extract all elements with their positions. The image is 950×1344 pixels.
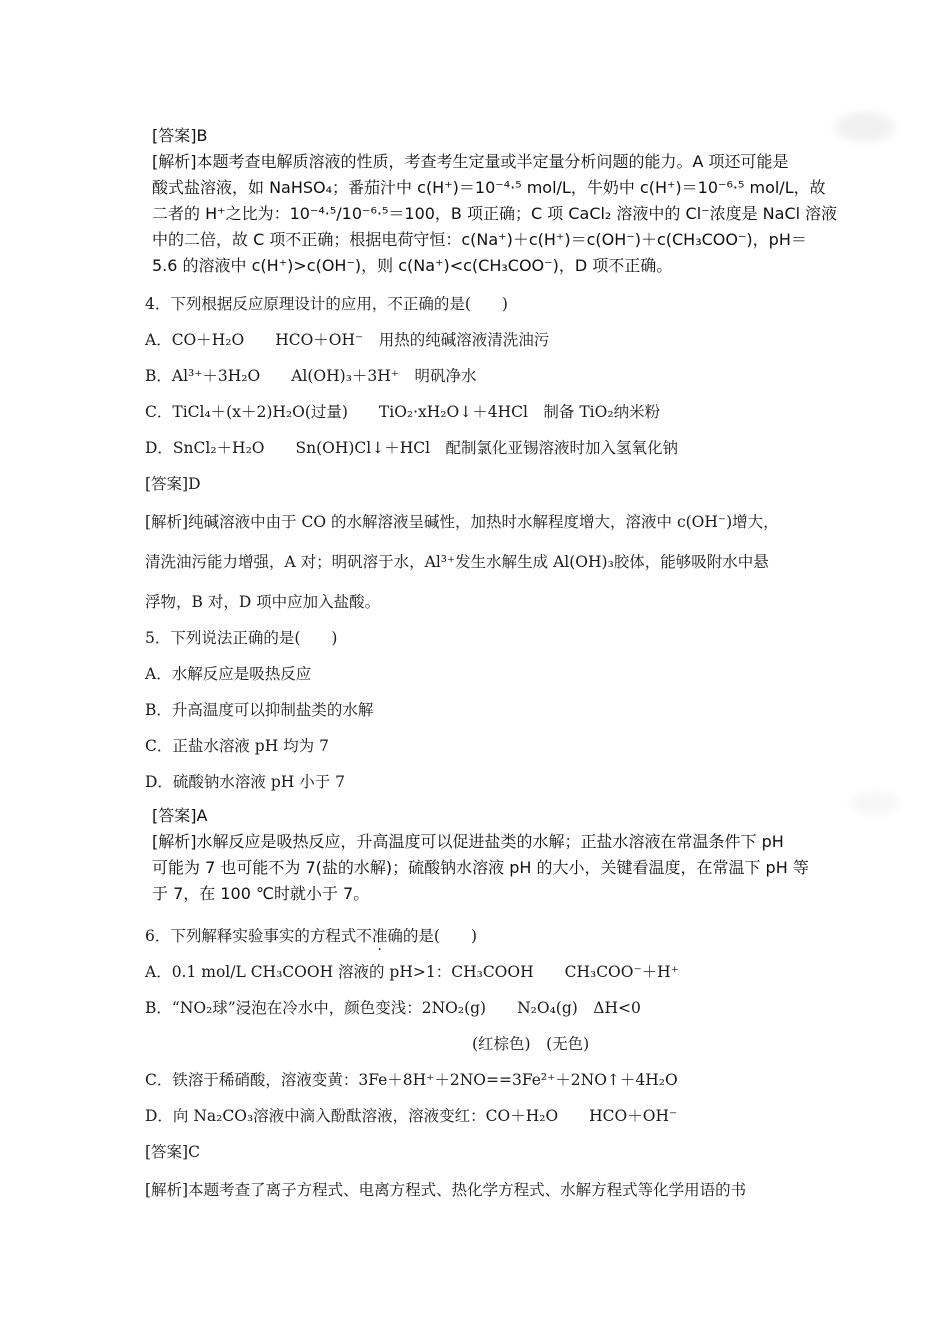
analysis-line: 可能为 7 也可能不为 7(盐的水解)；硫酸钠水溶液 pH 的大小，关键看温度，在常温下 pH 等 xyxy=(152,858,809,877)
option-a: A．0.1 mol/L CH₃COOH 溶液的 pH>1：CH₃COOH CH₃COO⁻＋H⁺ xyxy=(145,963,679,981)
analysis-line: [解析]水解反应是吸热反应，升高温度可以促进盐类的水解；正盐水溶液在常温条件下 pH xyxy=(152,832,784,851)
option-d: D．硫酸钠水溶液 pH 小于 7 xyxy=(145,773,346,791)
question-stem: 4．下列根据反应原理设计的应用，不正确的是( ) xyxy=(145,295,508,313)
analysis-line: 酸式盐溶液，如 NaHSO₄；番茄汁中 c(H⁺)＝10⁻⁴·⁵ mol/L，牛奶中 c(H⁺)＝10⁻⁶·⁵ mol/L，故 xyxy=(152,178,826,197)
answer-label: [答案]D xyxy=(145,475,201,493)
answer-label: [答案]C xyxy=(145,1143,200,1161)
emphasized-text: 不准确 xyxy=(356,927,403,945)
option-c: C．正盐水溶液 pH 均为 7 xyxy=(145,737,329,755)
analysis-line: 浮物，B 对，D 项中应加入盐酸。 xyxy=(145,593,381,611)
option-b-color-note: (红棕色) (无色) xyxy=(472,1035,590,1053)
analysis-line: 5.6 的溶液中 c(H⁺)>c(OH⁻)，则 c(Na⁺)<c(CH₃COO⁻)，D 项不正确。 xyxy=(152,256,673,275)
stem-text: 6．下列解释实验事实的方程式 xyxy=(145,927,357,945)
analysis-line: [解析]纯碱溶液中由于 CO 的水解溶液呈碱性，加热时水解程度增大，溶液中 c(OH⁻)增大， xyxy=(145,513,779,531)
option-b: B．“NO₂球”浸泡在冷水中，颜色变浅：2NO₂(g) N₂O₄(g) ΔH<0 xyxy=(145,999,641,1017)
option-a: A．水解反应是吸热反应 xyxy=(145,665,312,683)
answer-label: [答案]B xyxy=(152,126,208,145)
option-a: A．CO＋H₂O HCO＋OH⁻ 用热的纯碱溶液清洗油污 xyxy=(145,331,550,349)
analysis-line: [解析]本题考查了离子方程式、电离方程式、热化学方程式、水解方程式等化学用语的书 xyxy=(145,1181,747,1199)
analysis-line: 二者的 H⁺之比为：10⁻⁴·⁵/10⁻⁶·⁵＝100，B 项正确；C 项 CaCl₂ 溶液中的 Cl⁻浓度是 NaCl 溶液 xyxy=(152,204,838,223)
question-stem: 5．下列说法正确的是( ) xyxy=(145,629,338,647)
question-stem xyxy=(145,926,477,946)
scan-smudge xyxy=(850,792,900,814)
option-b: B．Al³⁺＋3H₂O Al(OH)₃＋3H⁺ 明矾净水 xyxy=(145,367,477,385)
analysis-line: 中的二倍，故 C 项不正确；根据电荷守恒：c(Na⁺)＋c(H⁺)＝c(OH⁻)＋c(CH₃COO⁻)，pH＝ xyxy=(152,230,807,249)
scan-smudge xyxy=(835,112,895,142)
option-d: D．向 Na₂CO₃溶液中滴入酚酞溶液，溶液变红：CO＋H₂O HCO＋OH⁻ xyxy=(145,1107,678,1125)
stem-text: 的是( ) xyxy=(402,927,477,945)
option-b: B．升高温度可以抑制盐类的水解 xyxy=(145,701,374,719)
option-c: C．铁溶于稀硝酸，溶液变黄：3Fe＋8H⁺＋2NO==3Fe²⁺＋2NO↑＋4H₂O xyxy=(145,1071,678,1089)
answer-label: [答案]A xyxy=(152,806,208,825)
analysis-line: 于 7，在 100 ℃时就小于 7。 xyxy=(152,884,370,903)
analysis-line: 清洗油污能力增强，A 对；明矾溶于水，Al³⁺发生水解生成 Al(OH)₃胶体，能够吸附水中悬 xyxy=(145,553,769,571)
analysis-line: [解析]本题考查电解质溶液的性质，考查考生定量或半定量分析问题的能力。A 项还可能是 xyxy=(152,152,789,171)
option-d: D．SnCl₂＋H₂O Sn(OH)Cl↓＋HCl 配制氯化亚锡溶液时加入氢氧化钠 xyxy=(145,439,679,457)
option-c: C．TiCl₄＋(x＋2)H₂O(过量) TiO₂·xH₂O↓＋4HCl 制备 TiO₂纳米粉 xyxy=(145,403,661,421)
